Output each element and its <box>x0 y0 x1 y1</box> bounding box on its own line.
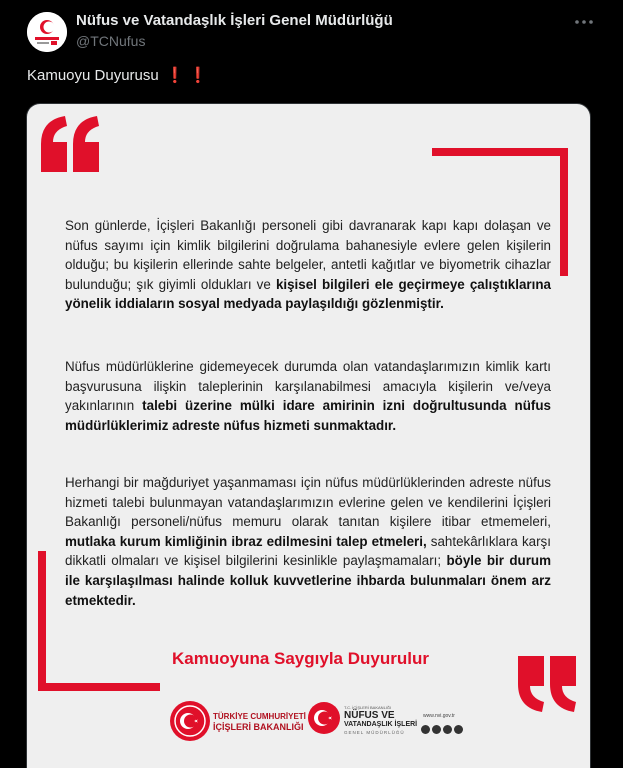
paragraph-1 <box>65 216 551 314</box>
paragraph-1-run-2: kişisel bilgileri ele geçirmeye çalıştıklarına yönelik iddiaların sosyal medyada paylaşıldığı gözlenmiştir. <box>65 276 551 312</box>
nvi-title-line2: VATANDAŞLIK İŞLERİ <box>344 721 418 728</box>
paragraph-3-run-2: mutlaka kurum kimliğinin ibraz edilmesini talep etmeleri, <box>65 533 427 549</box>
frame-bottom <box>38 683 160 691</box>
youtube-icon <box>454 725 463 734</box>
tweet-body: Kamuoyu Duyurusu <box>27 67 159 84</box>
frame-right <box>560 148 568 276</box>
tweet-text <box>27 66 207 84</box>
social-icons <box>421 721 465 731</box>
paragraph-2-run-2: talebi üzerine mülki idare amirinin izni doğrultusunda nüfus müdürlüklerimiz adreste nüfus hizmeti sunmaktadır. <box>65 398 551 433</box>
nvi-emblem-icon <box>307 701 341 735</box>
frame-top <box>432 148 568 156</box>
open-quote-icon <box>39 114 101 172</box>
ministry-seal-icon <box>169 700 211 742</box>
instagram-icon <box>432 725 441 734</box>
ministry-name-line1: TÜRKİYE CUMHURİYETİ <box>213 712 306 721</box>
tweet-image[interactable] <box>26 103 591 768</box>
nvi-small-text: T.C. İÇİŞLERİ BAKANLIĞI <box>344 705 392 710</box>
paragraph-2 <box>65 357 551 435</box>
paragraph-3-run-3: sahtekârlıklara karşı dikkatli olmaları ve kişisel bilgilerini kesinlikle paylaşmamaları; <box>65 533 551 569</box>
website-text: www.nvi.gov.tr <box>423 713 455 719</box>
paragraph-3-run-1: Herhangi bir mağduriyet yaşanmaması için nüfus müdürlüklerinden adreste nüfus hizmeti talebi bulunmayan vatandaşlarımızın evlerine gelen ve kendilerini İçişleri Bakanlığı personeli/nüfus memuru olarak tanıtan kişilere itibar etmemeleri, <box>65 475 551 530</box>
closing-line: Kamuoyuna Saygıyla Duyurulur <box>172 649 429 668</box>
account-handle[interactable]: @TCNufus <box>76 33 146 49</box>
paragraph-1-run-1: Son günlerde, İçişleri Bakanlığı personeli gibi davranarak kapı kapı dolaşan ve nüfus sayımı için kimlik bilgilerini doğrulama bahanesiyle evlere gelen kişilerin olduğu; bu kişilerin ellerinde sahte belgeler, antetli kağıtlar ve biyometrik cihazlar bulunduğu; şık giyimli oldukları ve <box>65 218 551 292</box>
paragraph-2-run-1: Nüfus müdürlüklerine gidemeyecek durumda olan vatandaşlarımızın kimlik kartı başvurusuna ilişkin taleplerinin karşılanabilmesi amacıyla kişilerin ve/veya yakınlarının <box>65 359 551 414</box>
nvi-logo-icon <box>27 12 67 52</box>
twitter-icon <box>421 725 430 734</box>
frame-left <box>38 551 46 691</box>
tweet-header <box>0 0 623 60</box>
facebook-icon <box>443 725 452 734</box>
more-icon[interactable] <box>572 10 596 34</box>
paragraph-3-run-4: böyle bir durum ile karşılaşılması halinde kolluk kuvvetlerine ihbarda bulunmaları önem arz etmektedir. <box>65 553 552 608</box>
nvi-title: NÜFUS VE <box>344 710 395 721</box>
nvi-subtitle: GENEL MÜDÜRLÜĞÜ <box>344 730 405 735</box>
account-avatar[interactable] <box>27 12 67 52</box>
close-quote-icon <box>516 656 578 714</box>
ministry-name-line2: İÇİŞLERİ BAKANLIĞI <box>213 722 304 732</box>
account-name[interactable]: Nüfus ve Vatandaşlık İşleri Genel Müdürlüğü <box>76 12 393 29</box>
paragraph-3 <box>65 473 551 610</box>
exclamation-icon: ❗️ ❗️ <box>165 67 208 84</box>
